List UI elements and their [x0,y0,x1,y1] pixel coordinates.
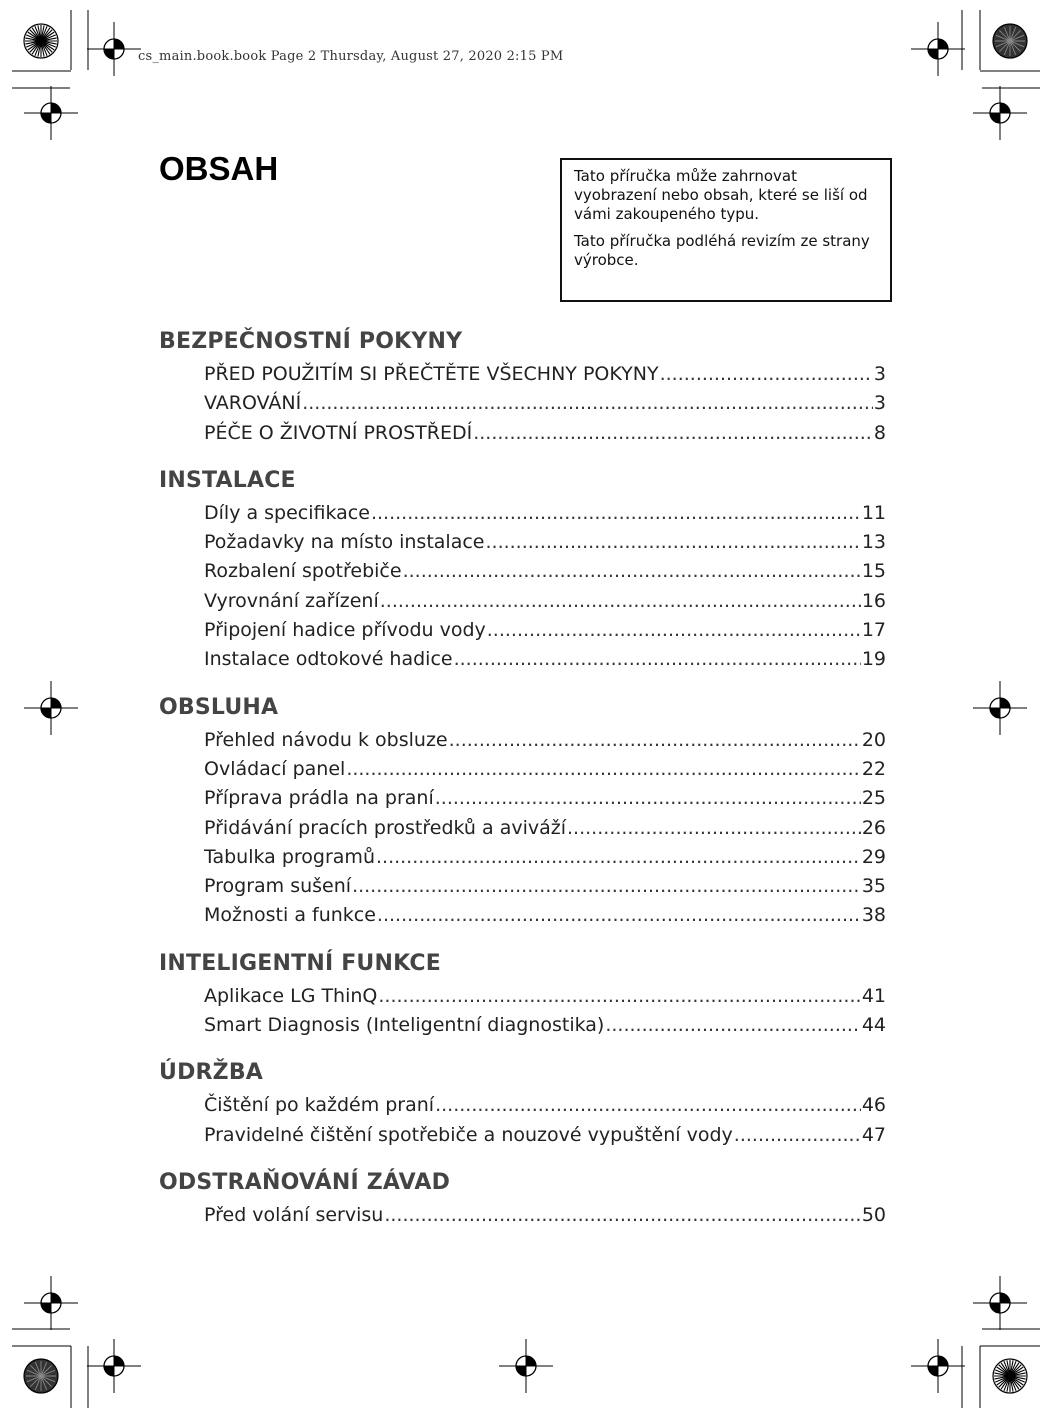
toc-entry-page: 19 [861,648,886,671]
dot-leader [376,843,861,872]
toc-entry-page: 22 [861,757,886,780]
toc-entry-page: 3 [873,392,886,415]
dot-leader [734,1121,861,1150]
dot-leader [384,1201,860,1230]
toc-section-operation [159,694,886,931]
notice-text-variation: Tato příručka může zahrnovat vyobrazení nebo obsah, které se liší od vámi zakoupeného typu. [574,167,868,223]
toc-entry[interactable] [159,814,886,843]
dot-leader [605,1011,860,1040]
toc-section-heading: BEZPEČNOSTNÍ POKYNY [159,329,463,354]
toc-entry-page: 17 [861,619,886,642]
toc-entry-page: 13 [861,531,886,554]
toc-entry-page: 47 [861,1123,886,1146]
toc-entry-label: Rozbalení spotřebiče [204,560,402,583]
toc-entry-page: 15 [861,560,886,583]
toc-entry-label: PÉČE O ŽIVOTNÍ PROSTŘEDÍ [204,421,473,444]
toc-entry[interactable] [159,726,886,755]
toc-entry[interactable] [159,1121,886,1150]
toc-entry[interactable] [159,419,886,448]
toc-entry-label: Aplikace LG ThinQ [204,984,378,1007]
dot-leader [487,616,861,645]
toc-entry-label: Program sušení [204,875,352,898]
toc-entry[interactable] [159,389,886,418]
toc-entry[interactable] [159,557,886,586]
toc-section-heading: INTELIGENTNÍ FUNKCE [159,950,441,976]
toc-entry[interactable] [159,872,886,901]
dot-leader [454,645,861,674]
print-slug: cs_main.book.book Page 2 Thursday, August 27, 2020 2:15 PM [138,49,564,64]
dot-leader [567,814,861,843]
dot-leader [473,419,873,448]
toc-entry-label: PŘED POUŽITÍM SI PŘEČTĚTE VŠECHNY POKYNY [204,363,659,385]
toc-entry-page: 11 [861,501,886,524]
toc-entry-label: Přehled návodu k obsluze [204,728,448,751]
dot-leader [371,499,861,528]
toc-entry-label: Díly a specifikace [204,501,370,524]
toc-entry-label: Tabulka programů [204,845,375,868]
toc-entry[interactable] [159,901,886,930]
toc-entry-page: 20 [861,728,886,751]
dot-leader [485,528,860,557]
page-title: OBSAH [159,150,279,187]
toc-entry[interactable] [159,528,886,557]
toc-entry-label: Instalace odtokové hadice [204,648,453,671]
dot-leader [352,872,861,901]
dot-leader [435,784,861,813]
toc-entry-page: 46 [861,1094,886,1117]
dot-leader [346,755,861,784]
toc-entry-label: Čištění po každém praní [204,1094,435,1117]
toc-entry[interactable] [159,1011,886,1040]
toc-section-troubleshooting [159,1169,886,1230]
dot-leader [377,901,861,930]
toc-entry-label: VAROVÁNÍ [204,392,302,415]
table-of-contents [159,326,886,1249]
toc-entry-page: 29 [861,845,886,868]
toc-entry[interactable] [159,616,886,645]
toc-section-heading: ODSTRAŇOVÁNÍ ZÁVAD [159,1169,451,1195]
toc-section-heading: ÚDRŽBA [159,1060,264,1086]
toc-entry-page: 41 [861,984,886,1007]
toc-entry-label: Požadavky na místo instalace [204,531,485,554]
toc-entry[interactable] [159,1201,886,1230]
toc-entry-page: 44 [861,1014,886,1037]
toc-entry-page: 16 [861,589,886,612]
toc-section-safety [159,328,886,448]
toc-entry-page: 3 [873,363,886,385]
dot-leader [435,1091,861,1120]
dot-leader [403,557,861,586]
toc-section-installation [159,467,886,675]
toc-entry[interactable] [159,982,886,1011]
toc-section-smart-functions [159,950,886,1041]
dot-leader [302,389,873,418]
toc-entry[interactable] [159,499,886,528]
toc-entry-label: Připojení hadice přívodu vody [204,619,486,642]
toc-entry-page: 26 [861,816,886,839]
toc-entry-label: Vyrovnání zařízení [204,589,379,612]
toc-entry-label: Pravidelné čištění spotřebiče a nouzové vypuštění vody [204,1123,733,1146]
toc-entry-page: 25 [861,787,886,810]
notice-box [560,158,892,302]
toc-entry[interactable] [159,587,886,616]
dot-leader [378,982,860,1011]
toc-entry[interactable] [159,755,886,784]
toc-entry-page: 50 [861,1203,886,1226]
toc-entry-page: 38 [861,904,886,927]
toc-section-heading: OBSLUHA [159,694,279,720]
toc-entry[interactable] [159,1091,886,1120]
toc-entry[interactable] [159,360,886,389]
toc-entry-page: 8 [873,421,886,444]
toc-entry[interactable] [159,843,886,872]
toc-entry-label: Příprava prádla na praní [204,787,434,810]
toc-entry[interactable] [159,645,886,674]
toc-entry-label: Ovládací panel [204,757,346,780]
toc-entry-label: Možnosti a funkce [204,904,376,927]
toc-section-heading: INSTALACE [159,467,296,493]
toc-entry[interactable] [159,784,886,813]
notice-text-revision: Tato příručka podléhá revizím ze strany výrobce. [574,232,870,269]
dot-leader [660,360,873,389]
toc-entry-label: Přidávání pracích prostředků a aviváží [204,816,566,839]
toc-entry-page: 35 [861,875,886,898]
toc-entry-label: Smart Diagnosis (Inteligentní diagnostika) [204,1014,605,1037]
toc-section-maintenance [159,1059,886,1150]
dot-leader [380,587,861,616]
toc-entry-label: Před volání servisu [204,1203,384,1226]
dot-leader [449,726,861,755]
